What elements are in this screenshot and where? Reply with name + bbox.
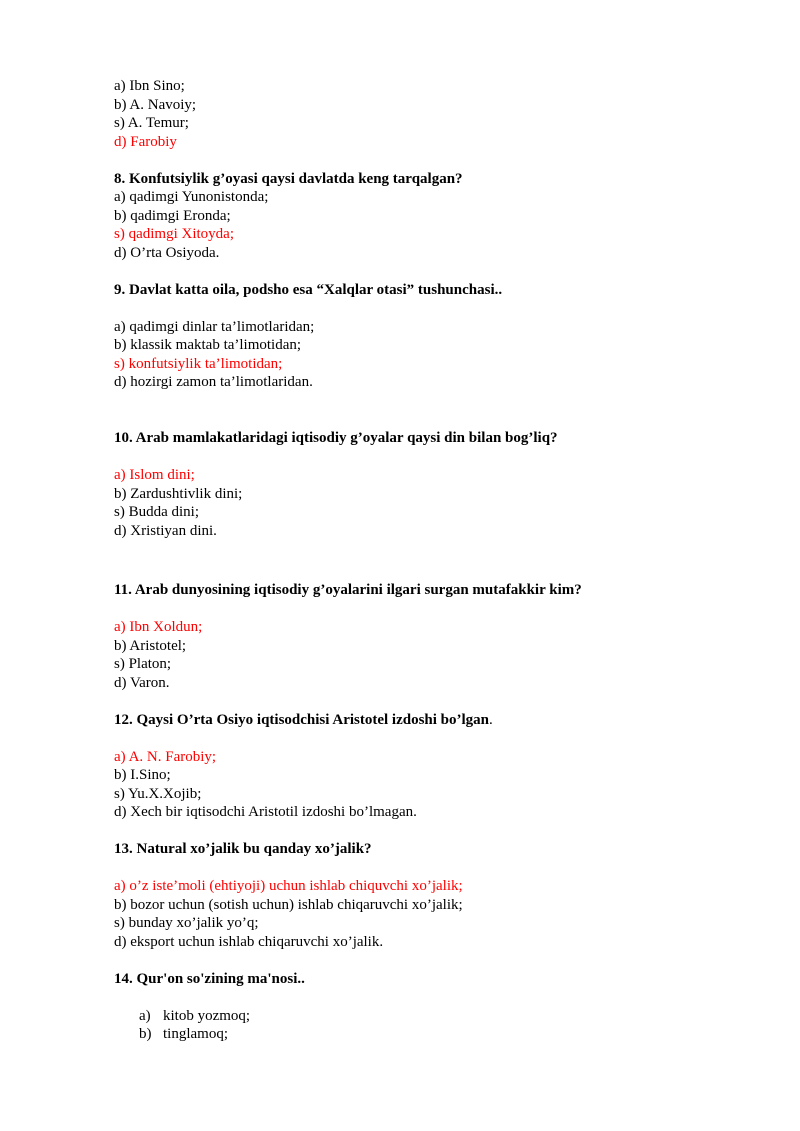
q11-question: 11. Arab dunyosining iqtisodiy g’oyalarini ilgari surgan mutafakkir kim? [114, 582, 582, 598]
q9-option-s-correct: s) konfutsiylik ta’limotidan; [114, 356, 283, 372]
q12-question-period: . [489, 712, 493, 728]
q11-option-b: b) Aristotel; [114, 638, 187, 654]
q10-option-d: d) Xristiyan dini. [114, 523, 217, 539]
q7-option-b: b) A. Navoiy; [114, 97, 197, 113]
q13-question: 13. Natural xo’jalik bu qanday xo’jalik? [114, 841, 372, 857]
q9-option-a: a) qadimgi dinlar ta’limotlaridan; [114, 319, 315, 335]
q13-option-d: d) eksport uchun ishlab chiqaruvchi xo’jalik. [114, 934, 384, 950]
q8-option-a: a) qadimgi Yunonistonda; [114, 189, 269, 205]
q12-question-line [114, 711, 493, 729]
q12-option-a-correct: a) A. N. Farobiy; [114, 749, 217, 765]
q10-option-b: b) Zardushtivlik dini; [114, 486, 243, 502]
q13-option-b: b) bozor uchun (sotish uchun) ishlab chiqaruvchi xo’jalik; [114, 897, 463, 913]
q14-option-b-text: tinglamoq; [163, 1026, 228, 1042]
q8-option-d: d) O’rta Osiyoda. [114, 245, 220, 261]
q12-option-s: s) Yu.X.Xojib; [114, 786, 202, 802]
q12-question: 12. Qaysi O’rta Osiyo iqtisodchisi Aristotel izdoshi bo’lgan [114, 712, 490, 728]
q9-option-b: b) klassik maktab ta’limotidan; [114, 337, 302, 353]
q14-option-b-marker: b) [139, 1026, 152, 1042]
q10-question: 10. Arab mamlakatlaridagi iqtisodiy g’oyalar qaysi din bilan bog’liq? [114, 430, 558, 446]
q14-option-a-marker: a) [139, 1008, 151, 1024]
q11-option-a-correct: a) Ibn Xoldun; [114, 619, 203, 635]
q7-option-s: s) A. Temur; [114, 115, 189, 131]
q9-option-d: d) hozirgi zamon ta’limotlaridan. [114, 374, 313, 390]
q8-question: 8. Konfutsiylik g’oyasi qaysi davlatda keng tarqalgan? [114, 171, 463, 187]
q9-question: 9. Davlat katta oila, podsho esa “Xalqlar otasi” tushunchasi.. [114, 282, 503, 298]
q13-option-a-correct: a) o’z iste’moli (ehtiyoji) uchun ishlab chiquvchi xo’jalik; [114, 878, 463, 894]
q12-option-b: b) I.Sino; [114, 767, 171, 783]
q7-option-a: a) Ibn Sino; [114, 78, 185, 94]
q12-option-d: d) Xech bir iqtisodchi Aristotil izdoshi bo’lmagan. [114, 804, 417, 820]
q10-option-a-correct: a) Islom dini; [114, 467, 195, 483]
q11-option-d: d) Varon. [114, 675, 170, 691]
q8-option-b: b) qadimgi Eronda; [114, 208, 231, 224]
q11-option-s: s) Platon; [114, 656, 172, 672]
q8-option-s-correct: s) qadimgi Xitoyda; [114, 226, 234, 242]
q14-question: 14. Qur'on so'zining ma'nosi.. [114, 971, 305, 987]
q14-option-a-text: kitob yozmoq; [163, 1008, 251, 1024]
q7-option-d-correct: d) Farobiy [114, 134, 177, 150]
q10-option-s: s) Budda dini; [114, 504, 199, 520]
q13-option-s: s) bunday xo’jalik yo’q; [114, 915, 259, 931]
